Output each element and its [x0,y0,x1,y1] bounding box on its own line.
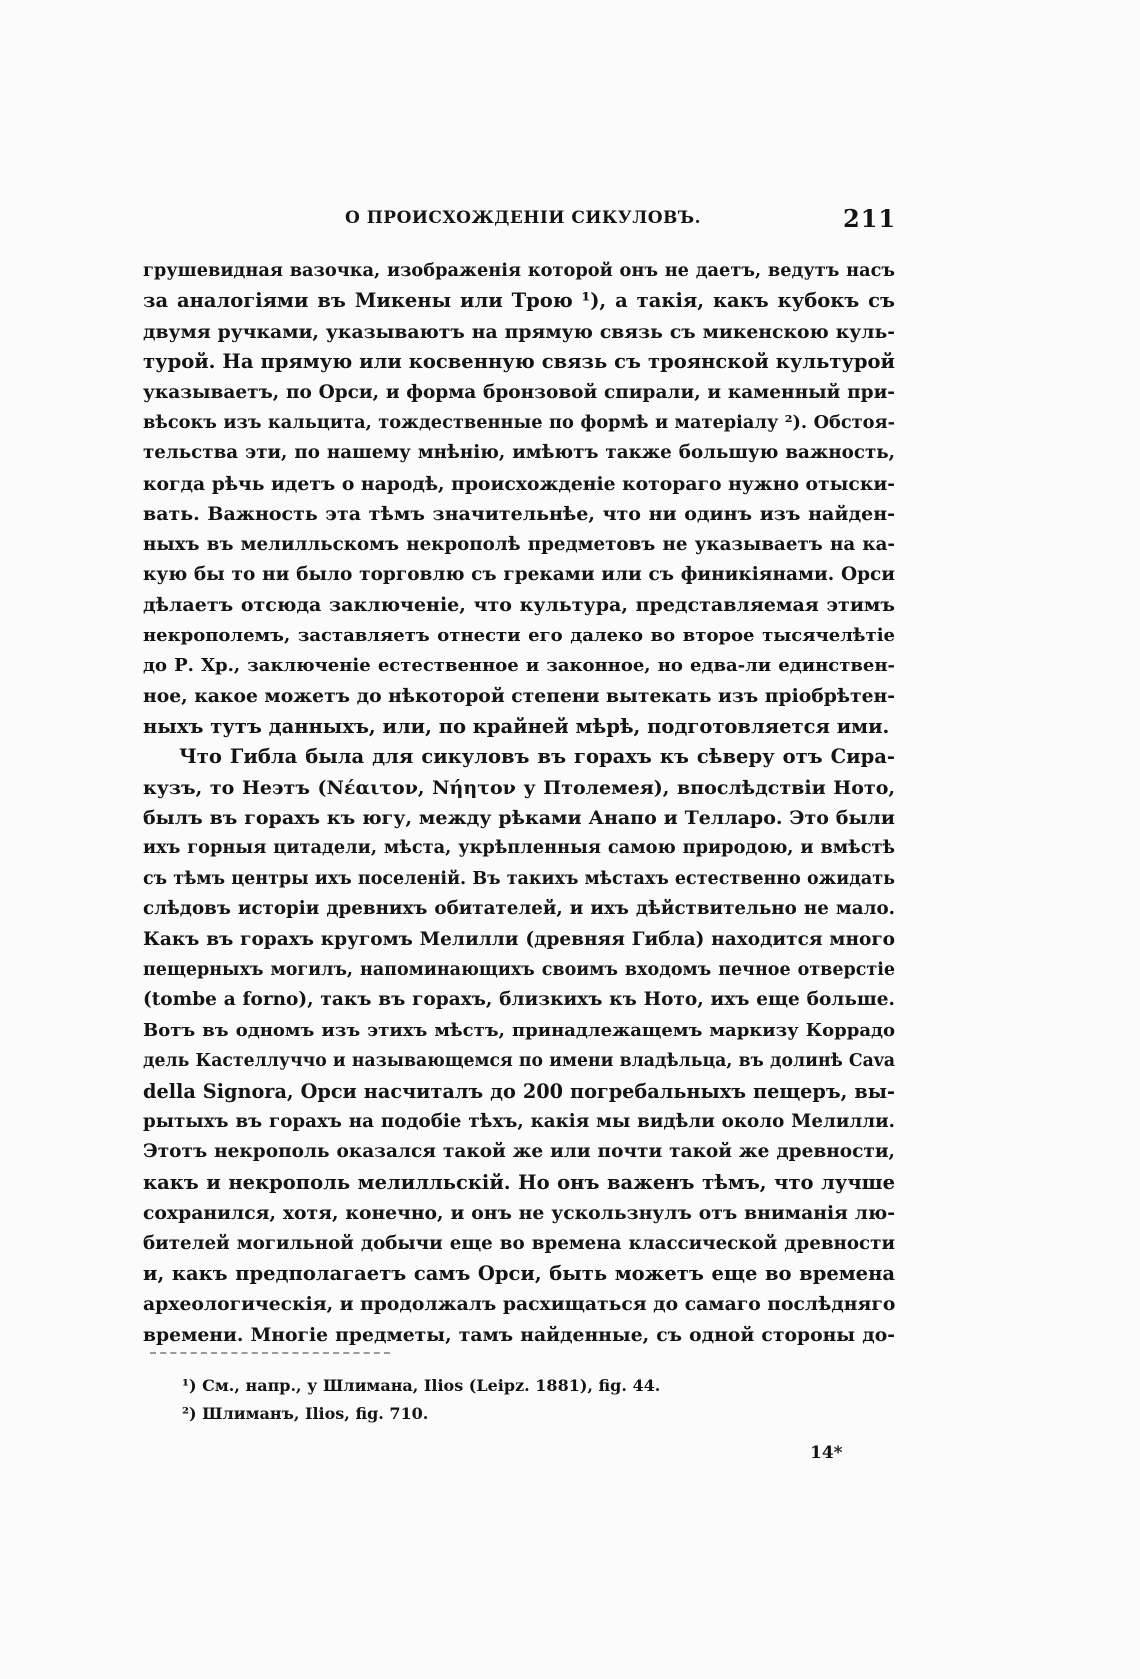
text-line: рытыхъ въ горахъ на подобіе тѣхъ, какія мы видѣли около Мелилли. [143,1110,895,1132]
text-line: бителей могильной добычи еще во времена классической древности [143,1232,895,1254]
text-line: былъ въ горахъ къ югу, между рѣками Анапо и Телларо. Это были [143,807,895,830]
text-line: Какъ въ горахъ кругомъ Мелилли (древняя Гибла) находится много [143,928,895,950]
signature-mark: 14* [810,1443,843,1463]
text-line: времени. Многіе предметы, тамъ найденные, съ одной стороны до- [143,1323,895,1346]
text-line: вать. Важность эта тѣмъ значительнѣе, что ни одинъ изъ найден- [143,503,895,526]
text-line: вѣсокъ изъ кальцита, тождественные по формѣ и матеріалу ²). Обстоя- [143,411,895,433]
footnotes [182,1372,660,1428]
text-line: дель Кастеллуччо и называющемся по имени владѣльца, въ долинѣ Cava [143,1051,895,1072]
footnote-2: ²) Шлиманъ, Ilios, fig. 710. [182,1404,429,1423]
text-line: кую бы то ни было торговлю съ греками или съ финикіянами. Орси [143,563,895,585]
text-line: двумя ручками, указываютъ на прямую связь съ микенскою куль- [143,320,895,343]
text-line: турой. На прямую или косвенную связь съ троянской культурой [143,350,895,374]
text-line: и, какъ предполагаетъ самъ Орси, быть можетъ еще во времена [143,1261,895,1285]
text-line: кузъ, то Неэтъ (Νέαιτον, Νήητον у Птолемея), впослѣдствіи Ното, [143,776,895,799]
text-line: за аналогіями въ Микены или Трою ¹), а такія, какъ кубокъ съ [143,289,895,313]
text-line: ныхъ въ мелилльскомъ некрополѣ предметовъ не указываетъ на ка- [143,533,895,555]
text-line: до Р. Хр., заключеніе естественное и законное, но едва-ли единствен- [143,655,895,677]
body-text [143,256,895,1350]
text-line: Вотъ въ одномъ изъ этихъ мѣстъ, принадлежащемъ маркизу Коррадо [143,1019,895,1041]
footnote-1: ¹) См., напр., у Шлимана, Ilios (Leipz. 1881), fig. 44. [182,1376,661,1395]
running-title: О ПРОИСХОЖДЕНІИ СИКУЛОВЪ. [345,208,702,228]
text-line: Этотъ некрополь оказался такой же или почти такой же древности, [143,1141,895,1163]
text-line: какъ и некрополь мелилльскій. Но онъ важенъ тѣмъ, что лучше [143,1170,895,1194]
text-line: некрополемъ, заставляетъ отнести его далеко во второе тысячелѣтіе [143,624,895,646]
text-line: (tombe a forno), такъ въ горахъ, близкихъ къ Ното, ихъ еще больше. [143,989,895,1011]
text-line: слѣдовъ исторіи древнихъ обитателей, и ихъ дѣйствительно не мало. [143,898,895,920]
text-line: сохранился, хотя, конечно, и онъ не ускользнулъ отъ вниманія лю- [143,1202,895,1225]
text-line: археологическія, и продолжалъ расхищаться до самаго послѣдняго [143,1293,896,1316]
text-line: когда рѣчь идетъ о народѣ, происхожденіе котораго нужно отыски- [143,472,896,495]
text-line: дѣлаетъ отсюда заключеніе, что культура, представляемая этимъ [143,594,895,617]
text-line: ихъ горныя цитадели, мѣста, укрѣпленныя самою природою, и вмѣстѣ [143,837,895,859]
text-line: пещерныхъ могилъ, напоминающихъ своимъ входомъ печное отверстіе [143,959,895,980]
text-line: ное, какое можетъ до нѣкоторой степени вытекать изъ пріобрѣтен- [143,685,896,708]
text-line: della Signora, Орси насчиталъ до 200 погребальныхъ пещеръ, вы- [143,1079,895,1103]
paragraph-start-line: Что Гибла была для сикуловъ въ горахъ къ сѣверу отъ Сира- [179,745,895,769]
text-line: указываетъ, по Орси, и форма бронзовой спирали, и каменный при- [143,381,895,403]
text-line: съ тѣмъ центры ихъ поселеній. Въ такихъ мѣстахъ естественно ожидать [143,868,895,889]
text-line: тельства эти, по нашему мнѣнію, имѣютъ также большую важность, [143,442,895,464]
text-line: грушевидная вазочка, изображенія которой онъ не даетъ, ведутъ насъ [143,260,895,281]
page-number: 211 [843,204,897,233]
footnote-separator [150,1352,390,1354]
paragraph-end-line: ныхъ тутъ данныхъ, или, по крайней мѣрѣ, подготовляется ими. [143,714,890,738]
